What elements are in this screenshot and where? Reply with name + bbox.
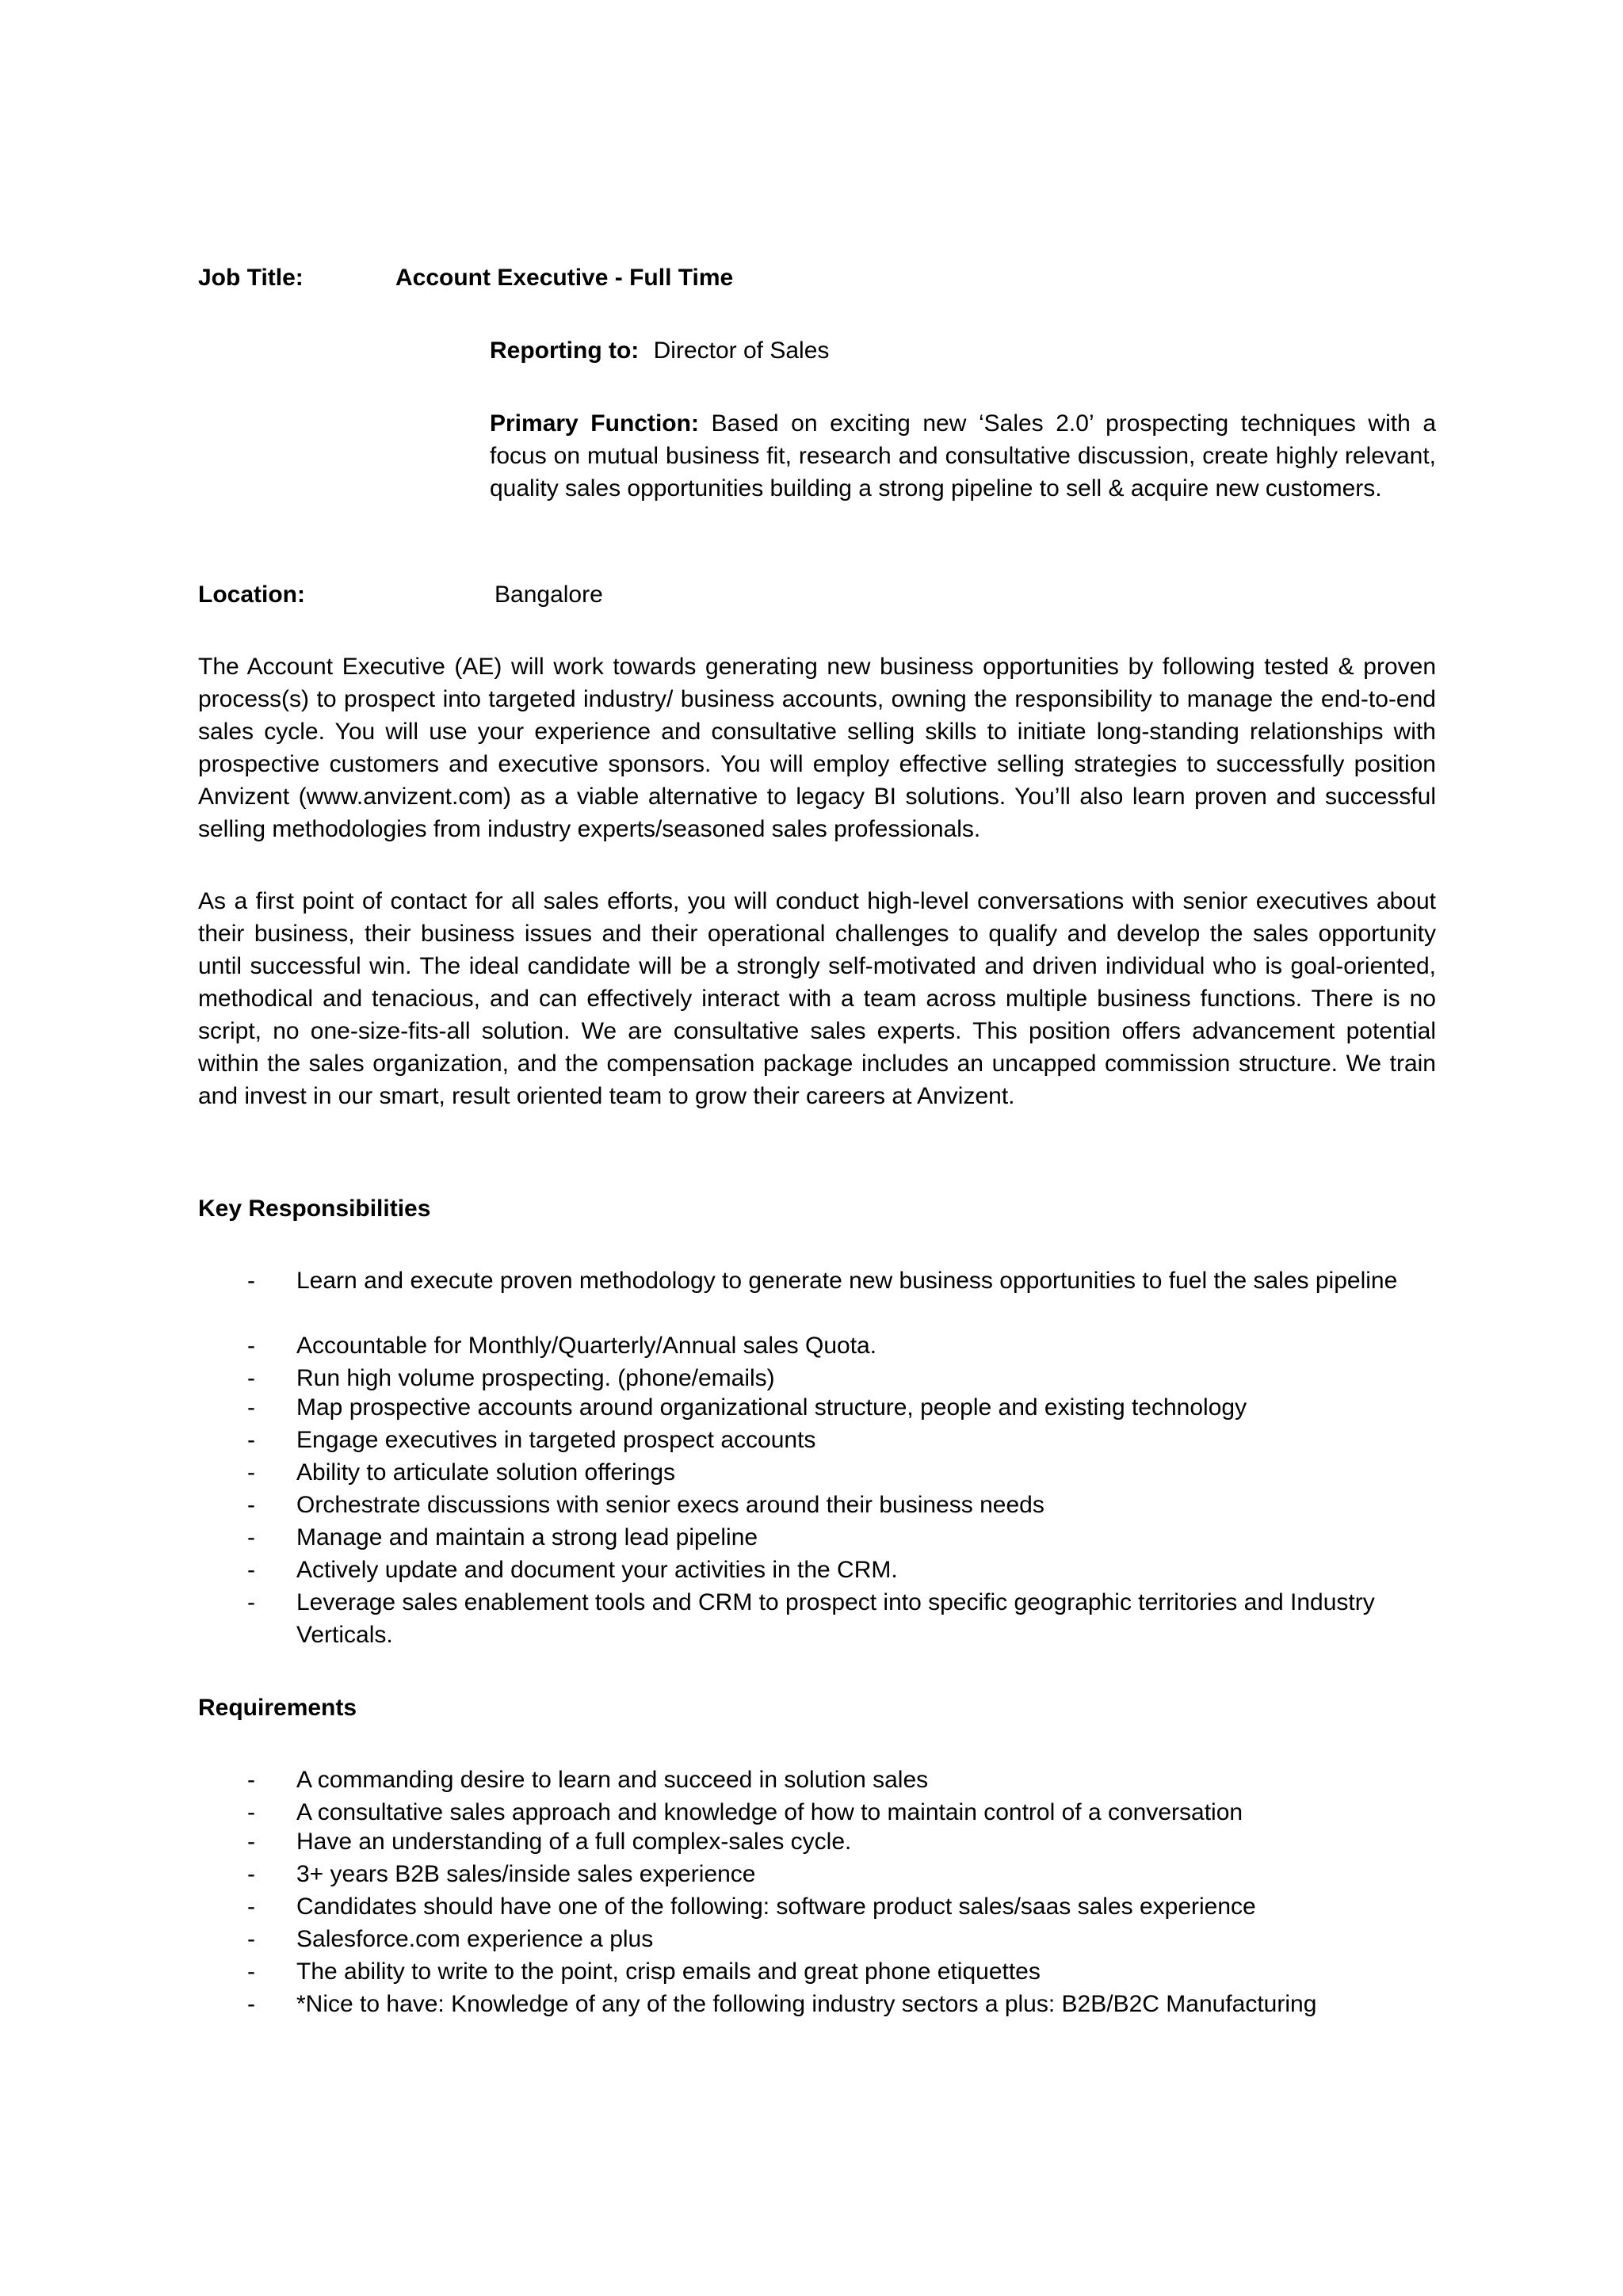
bullet-marker: - [247, 1958, 255, 1985]
bullet-marker: - [247, 1861, 255, 1887]
reporting-label: Reporting to: [490, 338, 640, 364]
bullet-marker: - [247, 1268, 255, 1294]
reporting-value: Director of Sales [653, 338, 830, 364]
bullet-marker: - [247, 1991, 255, 2017]
list-item: - Learn and execute proven methodology to generate new business opportunities to fuel the sales pipeline [296, 1264, 1438, 1329]
list-item: - Manage and maintain a strong lead pipeline [296, 1521, 1438, 1554]
bullet-marker: - [247, 1829, 255, 1855]
bullet-marker: - [247, 1459, 255, 1486]
bullet-marker: - [247, 1524, 255, 1550]
list-item: - Map prospective accounts around organizational structure, people and existing technology [296, 1391, 1438, 1424]
responsibilities-heading: Key Responsibilities [198, 1196, 431, 1222]
list-item: - Run high volume prospecting. (phone/emails) [296, 1362, 1438, 1391]
list-item: - Have an understanding of a full complex-sales cycle. [296, 1825, 1438, 1858]
primary-function-label: Primary Function: [490, 410, 699, 437]
intro-paragraph: The Account Executive (AE) will work towards generating new business opportunities by following tested & proven process(s) to prospect into targeted industry/ business accounts, owning the responsibility to manage the end-to-end sales cycle. You will use your experience and consultative selling skills to initiate long-standing relationships with prospective customers and executive sponsors. You will employ effective selling strategies to successfully position Anvizent (www.anvizent.com) as a viable alternative to legacy BI solutions. You’ll also learn proven and successful selling methodologies from industry experts/seasoned sales professionals. [198, 654, 1436, 842]
bullet-marker: - [247, 1589, 255, 1615]
job-title-label: Job Title: [198, 265, 304, 291]
location-label: Location: [198, 582, 305, 608]
primary-function-block [490, 407, 1436, 505]
list-item: - 3+ years B2B sales/inside sales experience [296, 1858, 1438, 1890]
list-item: - A commanding desire to learn and succeed in solution sales [296, 1764, 1438, 1796]
reporting-line [490, 334, 829, 367]
list-item: - Leverage sales enablement tools and CRM to prospect into specific geographic territories and Industry Verticals. [296, 1586, 1438, 1651]
list-item: - Engage executives in targeted prospect accounts [296, 1424, 1438, 1456]
requirements-list [247, 1764, 1438, 2020]
bullet-marker: - [247, 1799, 255, 1825]
list-item: - The ability to write to the point, crisp emails and great phone etiquettes [296, 1955, 1438, 1988]
bullet-marker: - [247, 1557, 255, 1583]
bullet-marker: - [247, 1894, 255, 1920]
bullet-marker: - [247, 1394, 255, 1421]
bullet-marker: - [247, 1365, 255, 1391]
job-title-value: Account Executive - Full Time [395, 265, 734, 291]
bullet-marker: - [247, 1427, 255, 1453]
requirements-heading: Requirements [198, 1695, 357, 1721]
bullet-marker: - [247, 1767, 255, 1793]
bullet-marker: - [247, 1333, 255, 1359]
responsibilities-list [247, 1264, 1438, 1651]
list-item: - Salesforce.com experience a plus [296, 1923, 1438, 1955]
list-item: - Accountable for Monthly/Quarterly/Annual sales Quota. [296, 1329, 1438, 1362]
list-item: - Ability to articulate solution offerings [296, 1456, 1438, 1489]
list-item: - Orchestrate discussions with senior execs around their business needs [296, 1489, 1438, 1521]
bullet-marker: - [247, 1492, 255, 1518]
list-item: - Candidates should have one of the following: software product sales/saas sales experience [296, 1890, 1438, 1923]
bullet-marker: - [247, 1926, 255, 1952]
location-value: Bangalore [495, 582, 603, 608]
list-item: - *Nice to have: Knowledge of any of the following industry sectors a plus: B2B/B2C Manufacturing [296, 1988, 1438, 2020]
list-item: - Actively update and document your activities in the CRM. [296, 1554, 1438, 1586]
list-item: - A consultative sales approach and knowledge of how to maintain control of a conversation [296, 1796, 1438, 1825]
primary-function-value: Based on exciting new ‘Sales 2.0’ prospecting techniques with a focus on mutual business fit, research and consultative discussion, create highly relevant, quality sales opportunities building a strong pipeline to sell & acquire new customers. [490, 410, 1437, 502]
details-paragraph: As a first point of contact for all sales efforts, you will conduct high-level conversations with senior executives about their business, their business issues and their operational challenges to qualify and develop the sales opportunity until successful win. The ideal candidate will be a strongly self-motivated and driven individual who is goal-oriented, methodical and tenacious, and can effectively interact with a team across multiple business functions. There is no script, no one-size-fits-all solution. We are consultative sales experts. This position offers advancement potential within the sales organization, and the compensation package includes an uncapped commission structure. We train and invest in our smart, result oriented team to grow their careers at Anvizent. [198, 888, 1436, 1109]
